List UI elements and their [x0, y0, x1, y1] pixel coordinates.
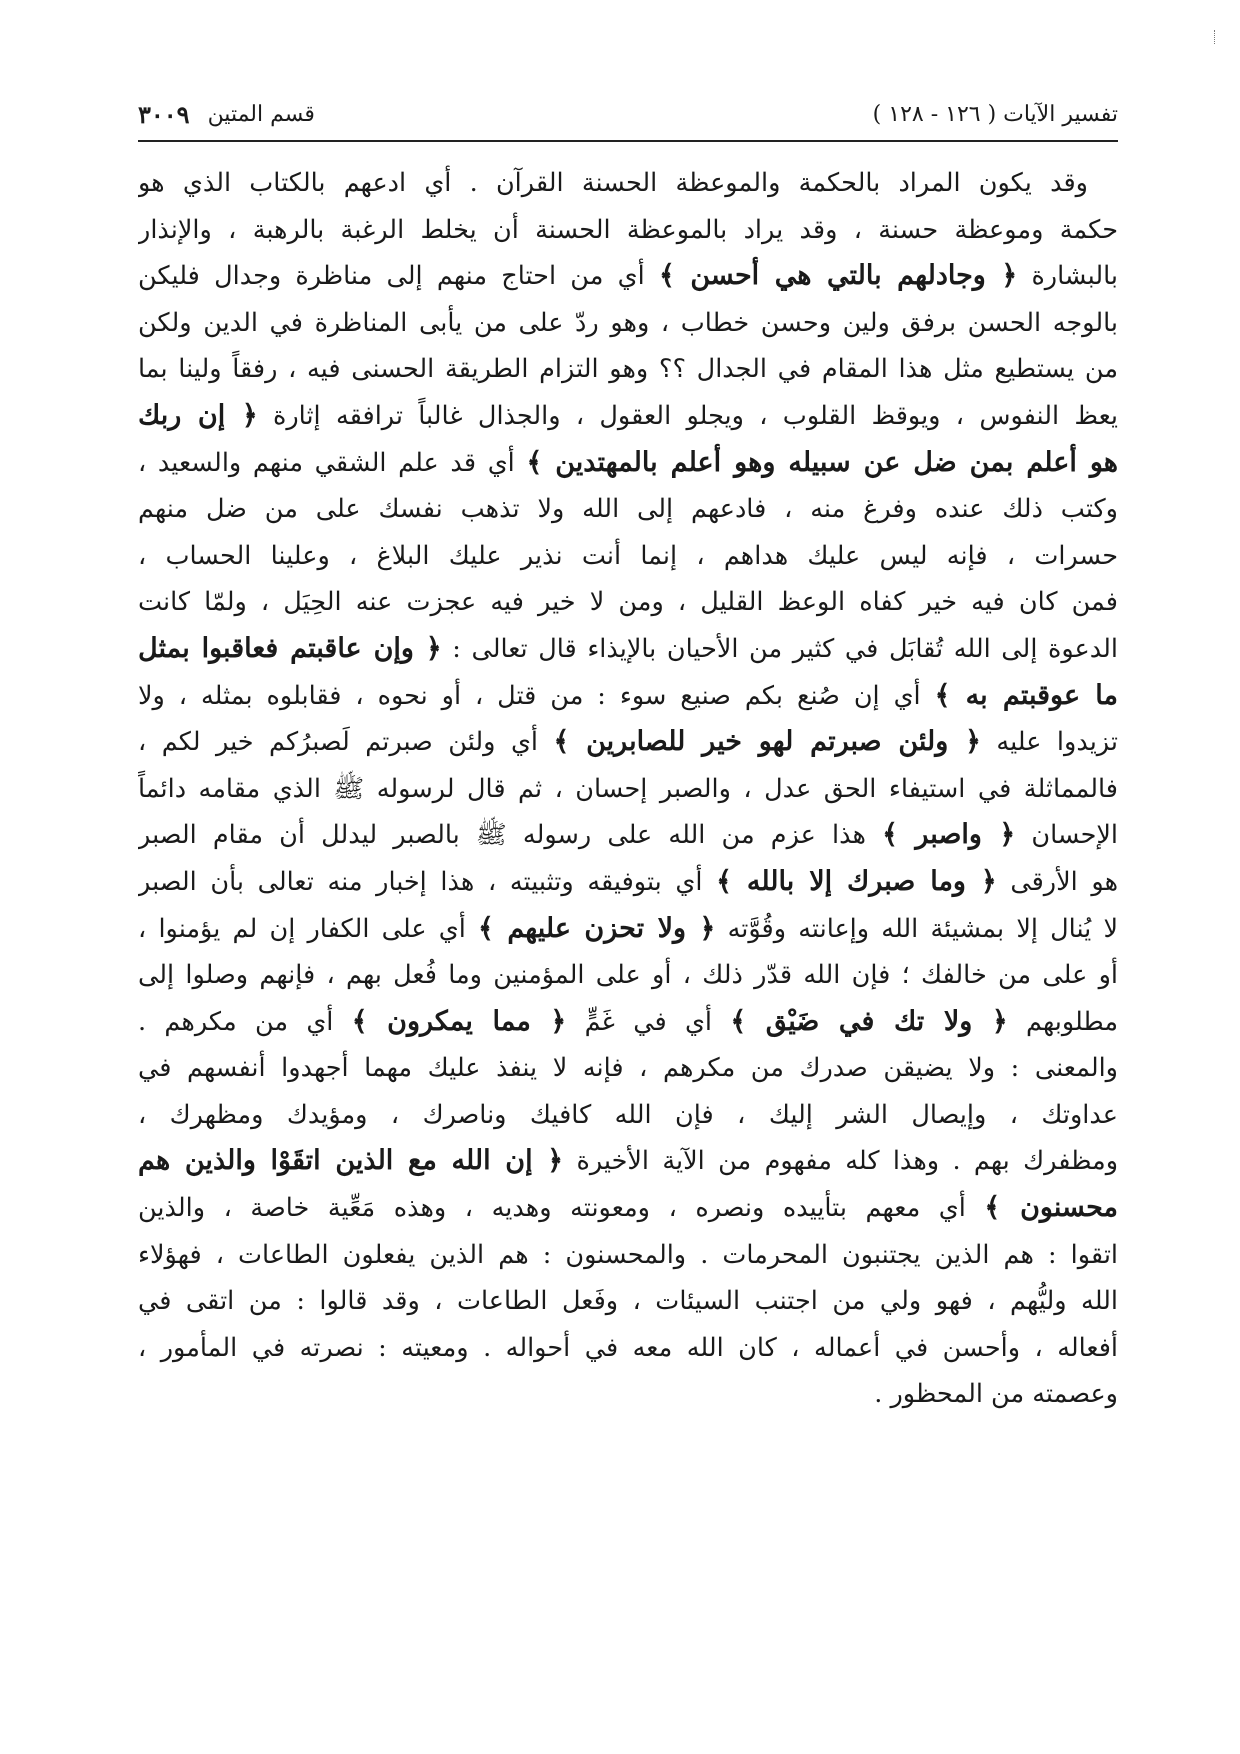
line-segment: مطلوبهم: [1007, 1006, 1118, 1037]
line-segment: تزيدوا عليه: [980, 727, 1118, 758]
text-line: [138, 1371, 1118, 1418]
line-segment: أي إن صُنع بكم صنيع سوء : من قتل ، أو نحوه ، فقابلوه بمثله ، ولا: [138, 680, 935, 711]
page-number: ٣٠٠٩: [138, 99, 190, 129]
text-line: [138, 533, 1118, 580]
line-segment: لا يُنال إلا بمشيئة الله وإعانته وقُوَّته: [715, 913, 1118, 944]
line-segment: أي من مكرهم .: [138, 1006, 352, 1037]
line-segment: هذا عزم من الله على رسوله ﷺ بالصبر ليدلل أن مقام الصبر: [138, 820, 883, 851]
text-line: [138, 1092, 1118, 1139]
quran-verse: محسنون ﴾: [984, 1192, 1118, 1224]
running-header: [138, 92, 1118, 136]
text-line: [138, 626, 1118, 673]
quran-verse: ﴿ ولا تحزن عليهم ﴾: [478, 912, 716, 944]
line-segment: بالوجه الحسن برفق ولين وحسن خطاب ، وهو ردّ على من يأبى المناظرة في الدين ولكن: [138, 307, 1118, 338]
line-segment: حكمة وموعظة حسنة ، وقد يراد بالموعظة الحسنة أن يخلط الرغبة بالرهبة ، والإنذار: [138, 214, 1118, 245]
line-segment: أي بتوفيقه وتثبيته ، هذا إخبار منه تعالى بأن الصبر: [138, 866, 717, 897]
line-segment: أو على من خالفك ؛ فإن الله قدّر ذلك ، أو على المؤمنين وما فُعل بهم ، فإنهم وصلوا إلى: [138, 960, 1118, 991]
text-line: [138, 1185, 1118, 1232]
text-line: [138, 440, 1118, 487]
quran-verse: ﴿ ولا تك في ضَيْق ﴾: [730, 1005, 1008, 1037]
quran-verse: ﴿ وإن عاقبتم فعاقبوا بمثل: [138, 632, 442, 664]
line-segment: أي في غَمٍّ: [566, 1006, 731, 1037]
line-segment: أي على الكفار إن لم يؤمنوا ،: [138, 913, 478, 944]
text-line: [138, 952, 1118, 999]
body-text: [138, 160, 1118, 1418]
header-title: تفسير الآيات ( ١٢٦ - ١٢٨ ): [872, 101, 1118, 127]
quran-verse: هو أعلم بمن ضل عن سبيله وهو أعلم بالمهتدين ﴾: [526, 446, 1118, 478]
text-line: [138, 393, 1118, 440]
text-line: [138, 859, 1118, 906]
line-segment: حسرات ، فإنه ليس عليك هداهم ، إنما أنت نذير عليك البلاغ ، وعلينا الحساب ،: [138, 540, 1118, 571]
text-line: [138, 719, 1118, 766]
text-line: [138, 999, 1118, 1046]
text-line: [138, 207, 1118, 254]
line-segment: وقد يكون المراد بالحكمة والموعظة الحسنة القرآن . أي ادعهم بالكتاب الذي هو: [138, 168, 1088, 198]
line-segment: بالبشارة: [1017, 261, 1118, 292]
header-divider: [138, 140, 1118, 142]
text-line: [138, 1278, 1118, 1325]
line-segment: الدعوة إلى الله تُقابَل في كثير من الأحيان بالإيذاء قال تعالى :: [441, 633, 1118, 664]
line-segment: وعصمته من المحظور .: [874, 1379, 1118, 1410]
quran-verse: ﴿ مما يمكرون ﴾: [351, 1005, 567, 1037]
text-line: [138, 579, 1118, 626]
text-line: [138, 300, 1118, 347]
text-line: [138, 1045, 1118, 1092]
text-line: [138, 486, 1118, 533]
line-segment: أفعاله ، وأحسن في أعماله ، كان الله معه في أحواله . ومعيته : نصرته في المأمور ،: [138, 1332, 1118, 1363]
text-line: [138, 346, 1118, 393]
line-segment: عداوتك ، وإيصال الشر إليك ، فإن الله كافيك وناصرك ، ومؤيدك ومظهرك ،: [138, 1099, 1118, 1130]
text-line: [138, 160, 1118, 207]
quran-verse: ﴿ واصبر ﴾: [882, 819, 1016, 851]
text-line: [138, 673, 1118, 720]
line-segment: هو الأرقى: [996, 866, 1118, 897]
text-line: [138, 906, 1118, 953]
line-segment: فمن كان فيه خير كفاه الوعظ القليل ، ومن لا خير فيه عجزت عنه الحِيَل ، ولمّا كانت: [138, 587, 1118, 618]
quran-verse: ما عوقبتم به ﴾: [934, 679, 1118, 711]
text-line: [138, 1232, 1118, 1279]
quran-verse: ﴿ ولئن صبرتم لهو خير للصابرين ﴾: [553, 726, 981, 758]
text-line: [138, 1138, 1118, 1185]
line-segment: فالمماثلة في استيفاء الحق عدل ، والصبر إحسان ، ثم قال لرسوله ﷺ الذي مقامه دائماً: [138, 773, 1118, 804]
line-segment: الإحسان: [1015, 820, 1118, 851]
quran-verse: ﴿ وجادلهم بالتي هي أحسن ﴾: [658, 260, 1018, 292]
line-segment: يعظ النفوس ، ويوقظ القلوب ، ويجلو العقول ، والجذال غالباً ترافقه إثارة: [257, 400, 1118, 431]
text-line: [138, 253, 1118, 300]
line-segment: أي قد علم الشقي منهم والسعيد ،: [138, 447, 527, 478]
line-segment: والمعنى : ولا يضيقن صدرك من مكرهم ، فإنه لا ينفذ عليك مهما أجهدوا أنفسهم في: [138, 1053, 1118, 1084]
line-segment: اتقوا : هم الذين يجتنبون المحرمات . والمحسنون : هم الذين يفعلون الطاعات ، فهؤلاء: [138, 1239, 1118, 1270]
text-line: [138, 1325, 1118, 1372]
header-title-group: [873, 102, 1118, 127]
text-line: [138, 766, 1118, 813]
header-meta-group: [138, 100, 315, 129]
line-segment: أي معهم بتأييده ونصره ، ومعونته وهديه ، وهذه مَعِّية خاصة ، والذين: [138, 1193, 985, 1224]
line-segment: أي من احتاج منهم إلى مناظرة وجدال فليكن: [138, 261, 659, 292]
line-segment: من يستطيع مثل هذا المقام في الجدال ؟؟ وهو التزام الطريقة الحسنى فيه ، رفقاً ولينا بما: [138, 354, 1118, 385]
line-segment: ومظفرك بهم . وهذا كله مفهوم من الآية الأخيرة: [563, 1146, 1118, 1177]
quran-verse: ﴿ وما صبرك إلا بالله ﴾: [716, 865, 997, 897]
line-segment: الله وليُّهم ، فهو ولي من اجتنب السيئات ، وفَعل الطاعات ، وقد قالوا : من اتقى في: [138, 1286, 1118, 1317]
header-section: قسم المتين: [207, 101, 315, 127]
quran-verse: ﴿ إن الله مع الذين اتقَوْا والذين هم: [138, 1145, 564, 1177]
line-segment: أي ولئن صبرتم لَصبرُكم خير لكم ،: [138, 727, 554, 758]
quran-verse: ﴿ إن ربك: [138, 399, 258, 431]
scan-mark: [1214, 30, 1219, 44]
line-segment: وكتب ذلك عنده وفرغ منه ، فادعهم إلى الله ولا تذهب نفسك على من ضل منهم: [138, 494, 1118, 525]
text-line: [138, 812, 1118, 859]
